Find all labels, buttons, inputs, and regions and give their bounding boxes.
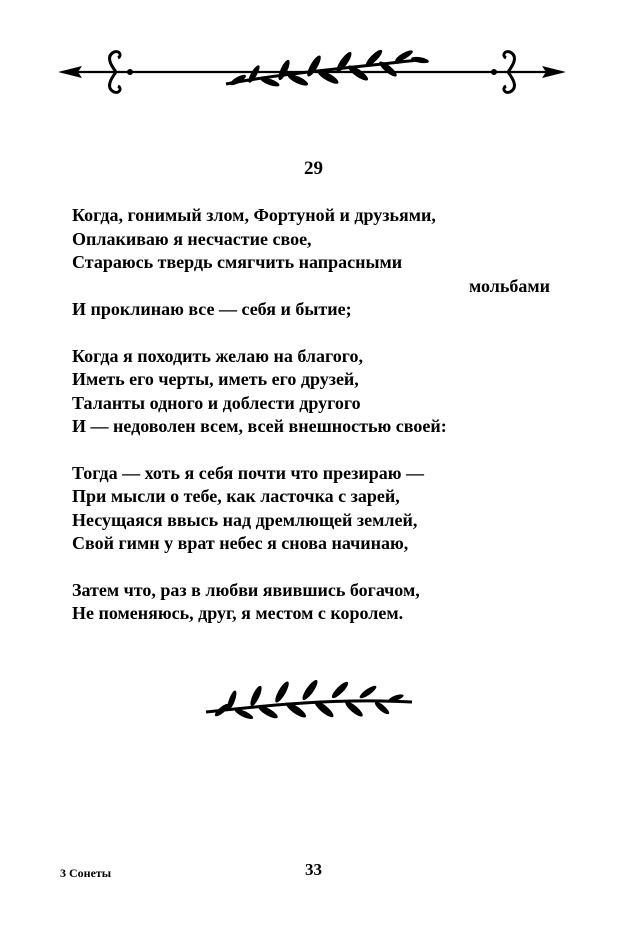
poem-line: Таланты одного и доблести другого [72,392,361,413]
poem-line: Несущаяся ввысь над дремлющей землей, [72,509,418,530]
sonnet-text [72,204,550,626]
sonnet-number: 29 [304,158,323,179]
poem-line: Когда я походить желаю на благого, [72,345,363,366]
poem-line: Оплакиваю я несчастие свое, [72,228,312,249]
poem-line: Свой гимн у врат небес я снова начинаю, [72,533,409,553]
poem-line: При мысли о тебе, как ласточка с зарей, [72,486,400,506]
poem-line: Иметь его черты, иметь его друзей, [72,369,359,389]
laurel-branch-arrow-ornament-icon [58,44,566,102]
stanza-2 [72,345,550,439]
poem-line: И проклинаю все — себя и бытие; [72,299,352,319]
poem-line: Тогда — хоть я себя почти что презираю — [72,462,425,483]
page-number: 33 [305,860,322,879]
poem-line: Стараюсь твердь смягчить напрасными [72,252,403,272]
printer-signature: 3 Сонеты [60,866,112,880]
poem-line: И — недоволен всем, всей внешностью своей: [72,416,447,436]
stanza-1 [72,204,550,322]
stanza-3 [72,462,550,556]
couplet [72,579,550,626]
poem-line-wrapped: мольбами [468,275,550,296]
poem-line: Когда, гонимый злом, Фортуной и друзьями, [72,205,436,225]
poem-line: Не поменяюсь, друг, я местом с королем. [72,603,404,623]
poem-line: Затем что, раз в любви явившись богачом, [72,579,420,600]
laurel-branch-ornament-icon [202,676,416,722]
